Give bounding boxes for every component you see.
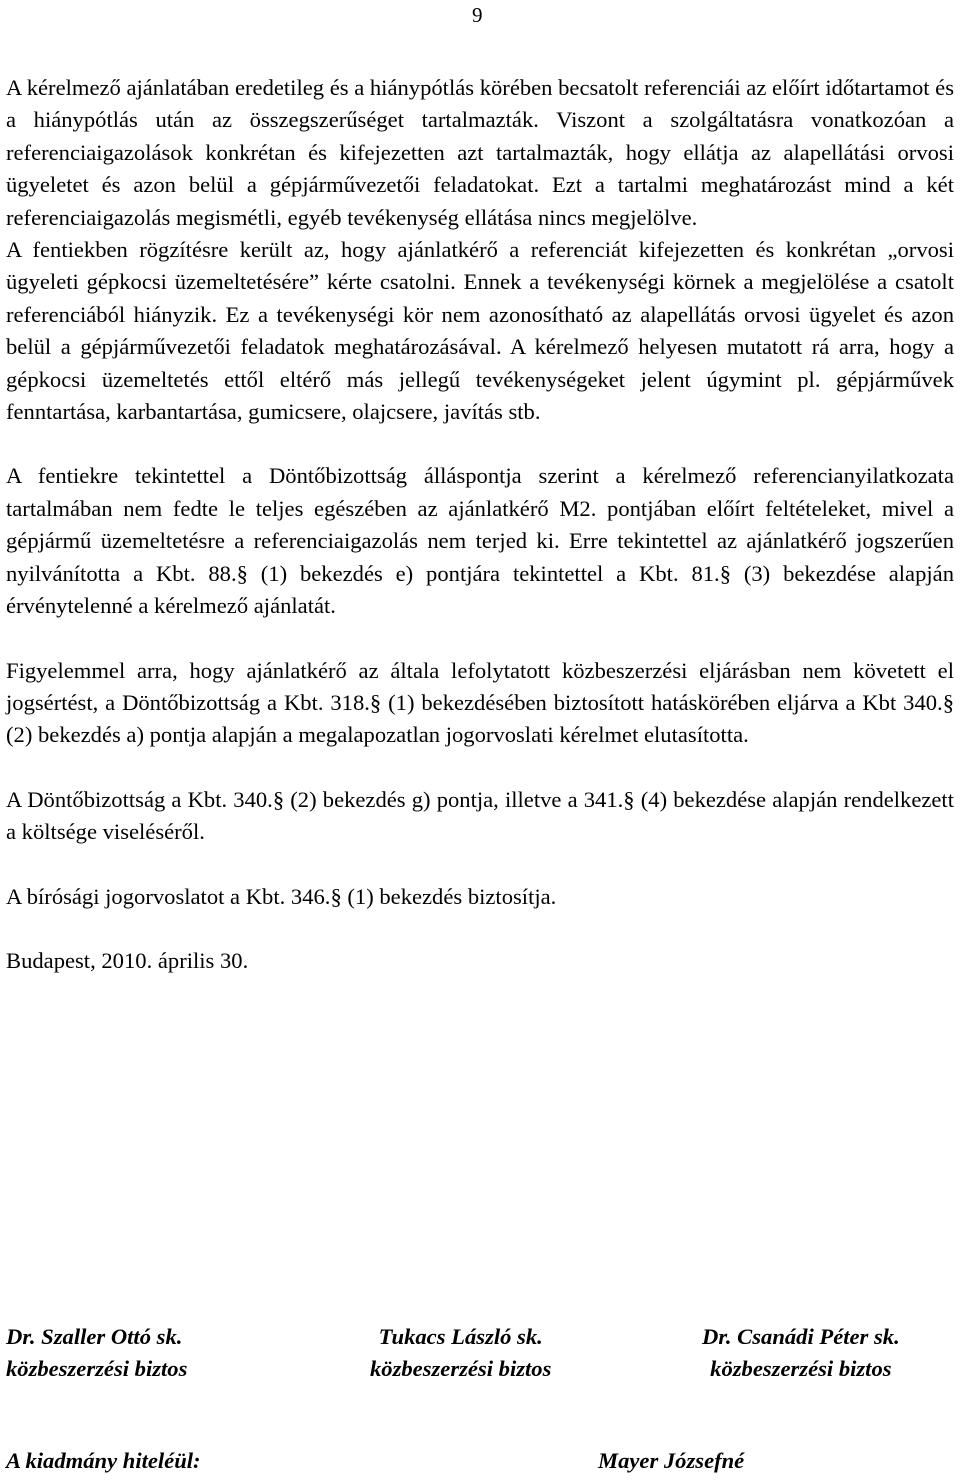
certifier-name: Mayer Józsefné: [598, 1448, 745, 1473]
paragraph-figyelemmel: Figyelemmel arra, hogy ajánlatkérő az általa lefolytatott közbeszerzési eljárásban nem követett el jogsértést, a Döntőbizottság a Kbt. 318.§ (1) bekezdésében biztosított hatáskörében eljárva a Kbt 340.§ (2) bekezdés a) pontja alapján a megalapozatlan jogorvoslati kérelmet elutasította.: [6, 657, 954, 748]
signatory-name: Dr. Szaller Ottó sk.: [6, 1324, 183, 1349]
certification-label: A kiadmány hiteléül:: [6, 1448, 201, 1473]
signatory-name: Tukacs László sk.: [378, 1324, 543, 1349]
paragraph-allaspont: A fentiekre tekintettel a Döntőbizottság álláspontja szerint a kérelmező referencianyilatkozata tartalmában nem fedte le teljes egészében az ajánlatkérő M2. pontjában előírt feltételeket, mivel a gépjármű üzemeltetésre a referenciaigazolás nem terjed ki. Erre tekintettel az ajánlatkérő jogszerűen nyilvánította a Kbt. 88.§ (1) bekezdés e) pontjára tekintettel a Kbt. 81.§ (3) bekezdése alapján érvénytelenné a kérelmező ajánlatát.: [6, 463, 954, 619]
signatory-name: Dr. Csanádi Péter sk.: [702, 1324, 900, 1349]
paragraph-fentiekben: A fentiekben rögzítésre került az, hogy ajánlatkérő a referenciát kifejezetten és konkrétan „orvosi ügyeleti gépkocsi üzemeltetésére” kérte csatolni. Ennek a tevékenységi körnek a megjelölése a csatolt referenciából hiányzik. Ez a tevékenységi kör nem azonosítható az alapellátás orvosi ügyelet és azon belül a gépjárművezetői feladatok meghatározásával. A kérelmező helyesen mutatott rá arra, hogy a gépkocsi üzemeltetés ettől eltérő más jellegű tevékenységeket jelent úgymint pl. gépjárművek fenntartása, karbantartása, gumicsere, olajcsere, javítás stb.: [6, 237, 954, 425]
paragraph-jogorvoslat: A bírósági jogorvoslatot a Kbt. 346.§ (1) bekezdés biztosítja.: [6, 883, 557, 909]
paragraph-koltseg: A Döntőbizottság a Kbt. 340.§ (2) bekezdés g) pontja, illetve a 341.§ (4) bekezdése alapján rendelkezett a költsége viseléséről.: [6, 786, 954, 845]
signatory-title: közbeszerzési biztos: [370, 1356, 552, 1381]
signature-1: [6, 1321, 187, 1385]
signature-3: [702, 1321, 900, 1385]
paragraph-referencia: A kérelmező ajánlatában eredetileg és a hiánypótlás körében becsatolt referenciái az előírt időtartamot és a hiánypótlás után az összegszerűséget tartalmazták. Viszont a szolgáltatásra vonatkozóan a referenciaigazolások konkrétan és kifejezetten azt tartalmazták, hogy ellátja az alapellátási orvosi ügyeletet és azon belül a gépjárművezetői feladatokat. Ezt a tartalmi meghatározást mind a két referenciaigazolás megismétli, egyéb tevékenység ellátása nincs megjelölve.: [6, 75, 954, 230]
date-place: Budapest, 2010. április 30.: [6, 947, 249, 973]
document-body: [6, 72, 954, 977]
signatory-title: közbeszerzési biztos: [6, 1356, 188, 1381]
signatory-title: közbeszerzési biztos: [710, 1356, 892, 1381]
page-number: 9: [472, 3, 483, 27]
signature-2: [370, 1321, 551, 1385]
